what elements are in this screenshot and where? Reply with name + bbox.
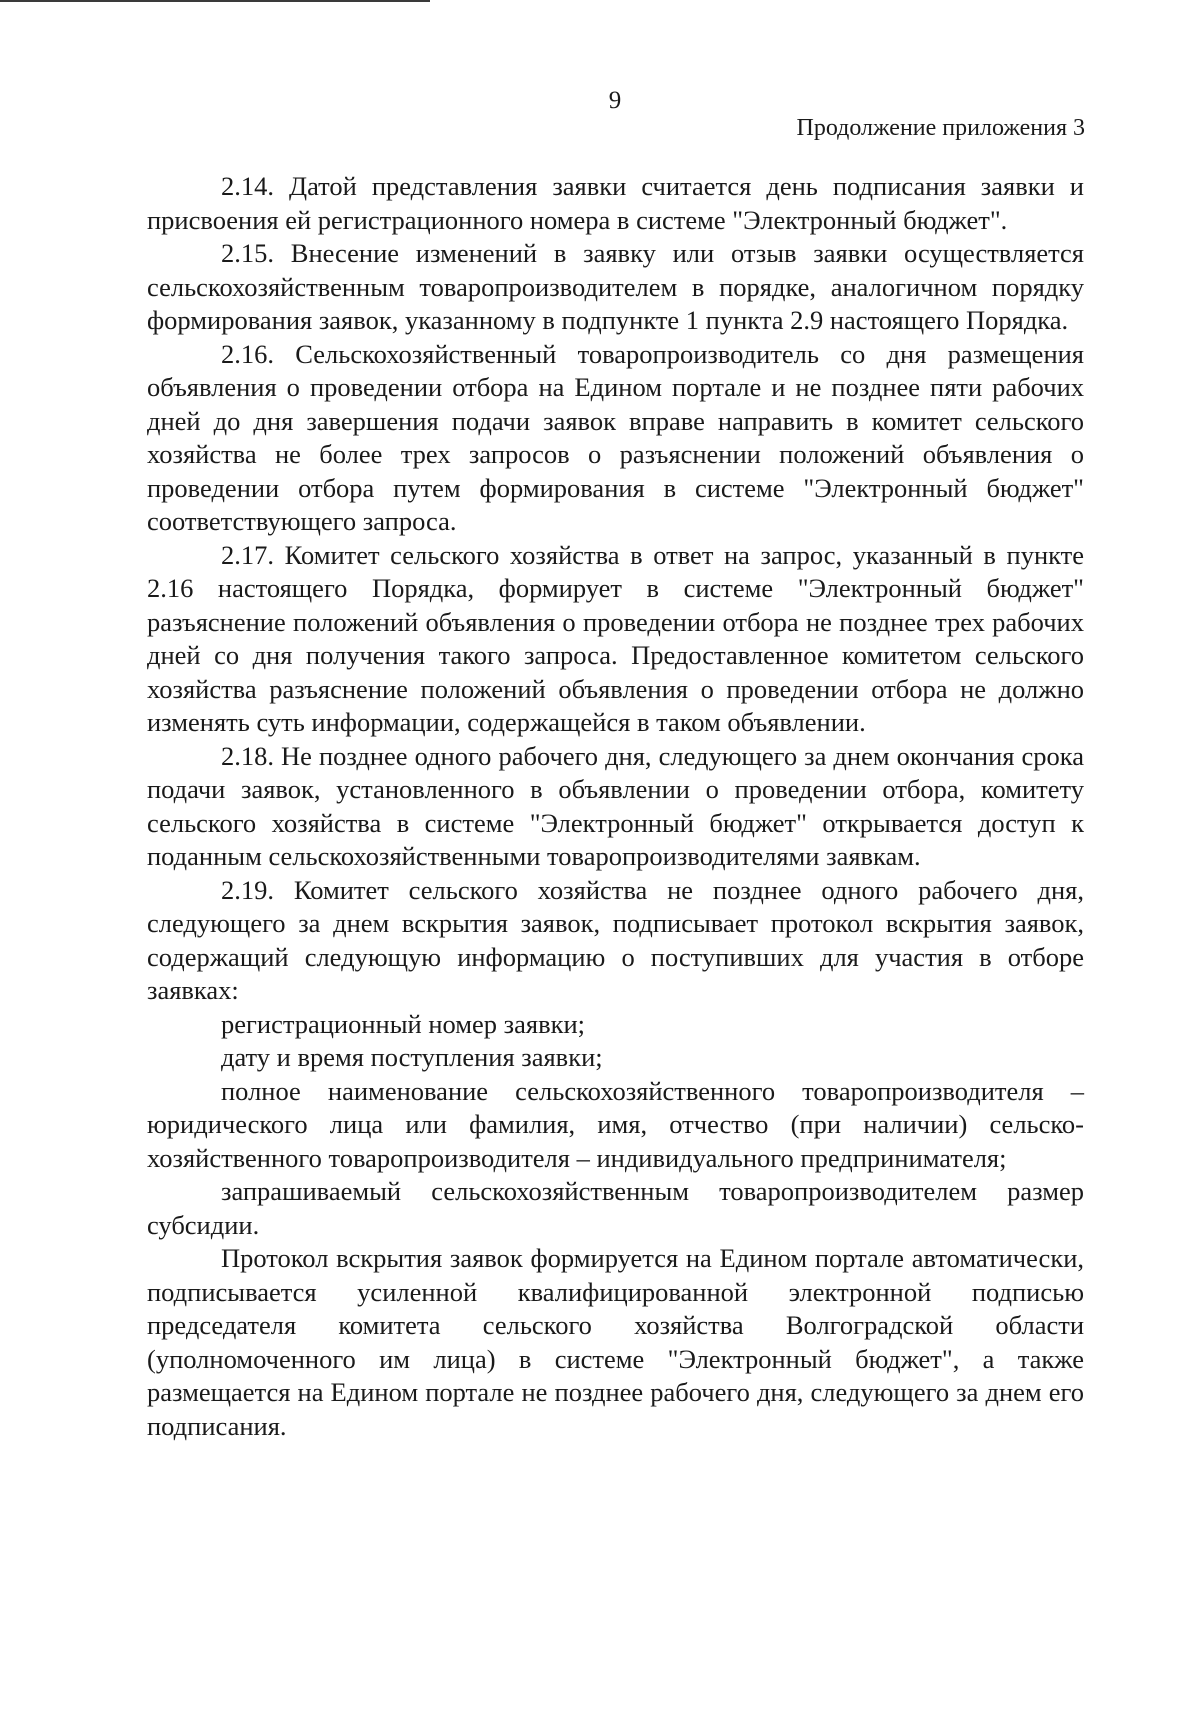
- paragraph-2-15: 2.15. Внесение изменений в заявку или отзыв заявки осуществляется сельскохозяйственным товаропроизводителем в порядке, аналогичном порядку формирования заявок, указанному в подпункте 1 пункта 2.9 настоящего Порядка.: [147, 238, 1084, 335]
- paragraph-2-18: 2.18. Не позднее одного рабочего дня, следующего за днем окончания срока подачи заявок, установленного в объявлении о проведении отбора, комитету сельского хозяйства в системе "Электронный бюджет" открывается доступ к поданным сельскохозяйственными товаропроизводителями заявкам.: [147, 740, 1084, 871]
- paragraph-protocol: Протокол вскрытия заявок формируется на Едином портале автоматически, подписывается усиленной квалифицированной электронной подписью председателя комитета сельского хозяйства Волгоградской области (уполномоченного им лица) в системе "Электронный бюджет", а также размещается на Едином портале не позднее рабочего дня, следующего за днем его подписания.: [147, 1243, 1084, 1441]
- paragraph-2-17: 2.17. Комитет сельского хозяйства в ответ на запрос, указанный в пункте 2.16 настоящего Порядка, формирует в системе "Электронный бюджет" разъяснение положений объявления о проведении отбора не позднее трех рабочих дней со дня получения такого запроса. Предоставленное комитетом сельского хозяйства разъяснение положений объявления о проведении отбора не должно изменять суть информации, содержащейся в таком объявлении.: [147, 539, 1084, 737]
- scan-edge-line: [0, 0, 430, 2]
- list-item-full-name: полное наименование сельскохозяйственного товаропроизводителя – юридического лица или фамилия, имя, отчество (при наличии) сельско-хозяйственного товаропроизводителя – индивидуального предпринимателя;: [147, 1075, 1084, 1173]
- appendix-header: Продолжение приложения 3: [796, 115, 1085, 141]
- paragraph-2-14: 2.14. Датой представления заявки считается день подписания заявки и присвоения ей регистрационного номера в системе "Электронный бюджет".: [147, 171, 1084, 235]
- document-body: [147, 170, 1084, 1443]
- paragraph-2-19: 2.19. Комитет сельского хозяйства не позднее одного рабочего дня, следующего за днем вскрытия заявок, подписывает протокол вскрытия заявок, содержащий следующую информацию о поступивших для участия в отборе заявках:: [147, 874, 1084, 1005]
- list-item-registration-number: регистрационный номер заявки;: [221, 1008, 586, 1039]
- list-item-subsidy-amount: запрашиваемый сельскохозяйственным товаропроизводителем размер субсидии.: [147, 1176, 1084, 1240]
- paragraph-2-16: 2.16. Сельскохозяйственный товаропроизводитель со дня размещения объявления о проведении отбора на Едином портале и не позднее пяти рабочих дней до дня завершения подачи заявок вправе направить в комитет сельского хозяйства не более трех запросов о разъяснении положений объявления о проведении отбора путем формирования в системе "Электронный бюджет" соответствующего запроса.: [147, 338, 1084, 536]
- list-item-date-time: дату и время поступления заявки;: [221, 1042, 603, 1072]
- page-number: 9: [608, 87, 622, 114]
